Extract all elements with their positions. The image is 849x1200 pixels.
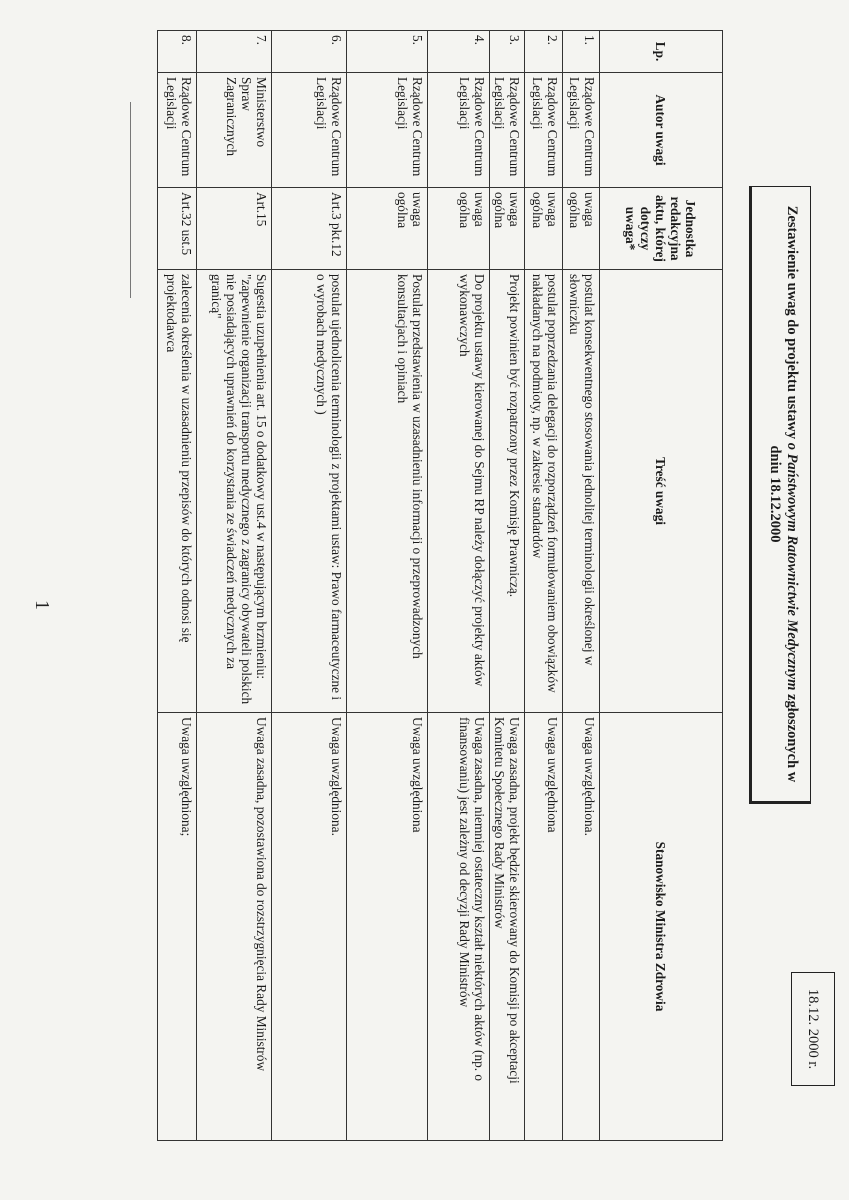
cell-unit: uwaga ogólna bbox=[347, 188, 428, 270]
title-date: dniu 18.12.2000 bbox=[767, 445, 783, 543]
cell-unit: Art.15 bbox=[197, 188, 272, 270]
cell-unit: uwaga ogólna bbox=[428, 188, 490, 270]
cell-author: Rządowe Centrum Legislacji bbox=[490, 73, 525, 188]
cell-lp: 1. bbox=[563, 31, 600, 73]
table-header-row bbox=[600, 31, 723, 1141]
cell-lp: 7. bbox=[197, 31, 272, 73]
cell-author: Rządowe Centrum Legislacji bbox=[272, 73, 347, 188]
cell-author: Rządowe Centrum Legislacji bbox=[563, 73, 600, 188]
table-row bbox=[158, 31, 197, 1141]
cell-lp: 2. bbox=[525, 31, 563, 73]
table-row bbox=[490, 31, 525, 1141]
table-row bbox=[347, 31, 428, 1141]
cell-lp: 8. bbox=[158, 31, 197, 73]
header-lp: Lp. bbox=[600, 31, 723, 73]
header-position: Stanowisko Ministra Zdrowia bbox=[600, 713, 723, 1141]
cell-position: Uwaga uwzględniona. bbox=[272, 713, 347, 1141]
title-suffix: zgłoszonych w bbox=[784, 690, 800, 783]
date-box bbox=[791, 972, 835, 1086]
cell-unit: Art.3 pkt.12 bbox=[272, 188, 347, 270]
cell-lp: 5. bbox=[347, 31, 428, 73]
cell-content: postulat ujednolicenia terminologii z projektami ustaw: Prawo farmaceutyczne i o wyrobach medycznych ) bbox=[272, 270, 347, 713]
cell-unit: Art.32 ust.5 bbox=[158, 188, 197, 270]
date-text: 18.12. 2000 r. bbox=[805, 988, 822, 1070]
cell-content: Sugestia uzupełnienia art. 15 o dodatkowy ust.4 w następującym brzmieniu: "zapewnienie organizacji transportu medycznego z zagranicy obywateli polskich nie posiadających uprawnień do korzystania ze świadczeń medycznych za granicą" bbox=[197, 270, 272, 713]
cell-position: Uwaga zasadna, projekt będzie skierowany do Komisji po akceptacji Komitetu Społecznego Rady Ministrów bbox=[490, 713, 525, 1141]
cell-content: postulat konsekwentnego stosowania jednolitej terminologii określonej w słowniczku bbox=[563, 270, 600, 713]
cell-content: zalecenia określenia w uzasadnieniu przepisów do których odnosi się projektodawca bbox=[158, 270, 197, 713]
cell-unit: uwaga ogólna bbox=[563, 188, 600, 270]
cell-content: Postulat przedstawienia w uzasadnieniu informacji o przeprowadzonych konsultacjach i opiniach bbox=[347, 270, 428, 713]
cell-author: Rządowe Centrum Legislacji bbox=[525, 73, 563, 188]
cell-position: Uwaga zasadna, niemniej ostateczny kształt niektórych aktów (np. o finansowaniu) jest zależny od decyzji Rady Ministrów bbox=[428, 713, 490, 1141]
header-author: Autor uwagi bbox=[600, 73, 723, 188]
header-content: Treść uwagi bbox=[600, 270, 723, 713]
table-row bbox=[197, 31, 272, 1141]
cell-unit: uwaga ogólna bbox=[490, 188, 525, 270]
table-row bbox=[525, 31, 563, 1141]
table-row bbox=[272, 31, 347, 1141]
cell-content: postulat poprzedzania delegacji do rozporządzeń formułowaniem obowiązków nakładanych na podmioty, np. w zakresie standardów bbox=[525, 270, 563, 713]
cell-author: Rządowe Centrum Legislacji bbox=[347, 73, 428, 188]
cell-position: Uwaga zasadna, pozostawiona do rozstrzygnięcia Rady Ministrów bbox=[197, 713, 272, 1141]
table-row bbox=[563, 31, 600, 1141]
cell-position: Uwaga uwzględniona bbox=[525, 713, 563, 1141]
cell-author: Ministerstwo Spraw Zagranicznych bbox=[197, 73, 272, 188]
cell-content: Projekt powinien być rozpatrzony przez Komisję Prawniczą. bbox=[490, 270, 525, 713]
header-unit: Jednostka redakcyjna aktu, której dotyczy uwaga* bbox=[600, 188, 723, 270]
cell-position: Uwaga uwzględniona. bbox=[563, 713, 600, 1141]
cell-lp: 6. bbox=[272, 31, 347, 73]
table-row bbox=[428, 31, 490, 1141]
cell-author: Rządowe Centrum Legislacji bbox=[428, 73, 490, 188]
cell-author: Rządowe Centrum Legislacji bbox=[158, 73, 197, 188]
title-prefix: Zestawienie uwag do projektu ustawy bbox=[784, 205, 800, 440]
cell-lp: 4. bbox=[428, 31, 490, 73]
cell-lp: 3. bbox=[490, 31, 525, 73]
margin-line bbox=[130, 102, 131, 298]
cell-position: Uwaga uwzględniona; bbox=[158, 713, 197, 1141]
cell-position: Uwaga uwzględniona bbox=[347, 713, 428, 1141]
page-number: 1 bbox=[31, 600, 53, 610]
document-title bbox=[749, 186, 811, 804]
title-italic: o Państwowym Ratownictwie Medycznym bbox=[784, 439, 800, 691]
cell-unit: uwaga ogólna bbox=[525, 188, 563, 270]
comments-table bbox=[157, 30, 723, 1141]
cell-content: Do projektu ustawy kierowanej do Sejmu RP należy dołączyć projekty aktów wykonawczych bbox=[428, 270, 490, 713]
